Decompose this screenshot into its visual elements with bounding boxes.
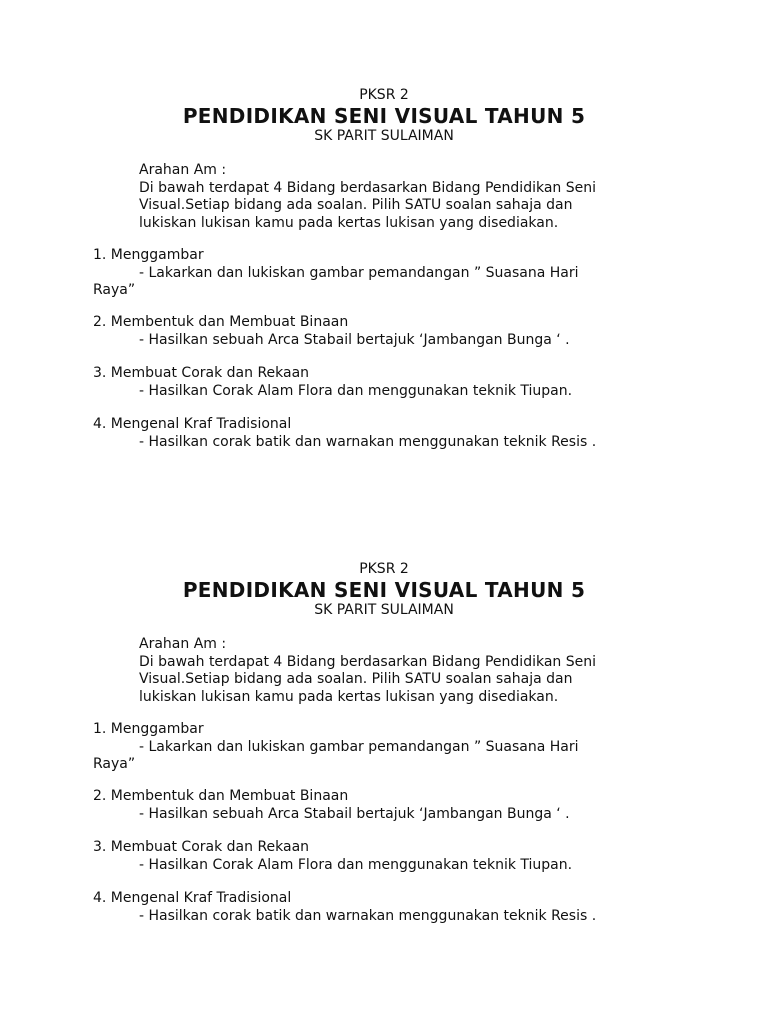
instructions-label: Arahan Am : — [139, 162, 227, 178]
task-description: - Lakarkan dan lukiskan gambar pemandangan ” Suasana Hari — [139, 264, 579, 281]
task-item — [93, 314, 713, 349]
task-description-continued: Raya” — [93, 282, 136, 298]
instructions-line: lukiskan lukisan kamu pada kertas lukisan yang disediakan. — [139, 688, 559, 705]
task-item — [93, 416, 713, 451]
pksr-label: PKSR 2 — [359, 87, 409, 103]
task-description-continued: Raya” — [93, 756, 136, 772]
task-heading: 2. Membentuk dan Membuat Binaan — [93, 788, 349, 804]
page-title: PENDIDIKAN SENI VISUAL TAHUN 5 — [182, 104, 586, 128]
school-name: SK PARIT SULAIMAN — [314, 602, 454, 618]
instructions-line: lukiskan lukisan kamu pada kertas lukisan yang disediakan. — [139, 214, 559, 231]
task-description: - Hasilkan sebuah Arca Stabail bertajuk ‘Jambangan Bunga ‘ . — [139, 331, 570, 348]
task-item — [93, 721, 713, 774]
instructions-line: Visual.Setiap bidang ada soalan. Pilih SATU soalan sahaja dan — [139, 197, 573, 213]
task-heading: 1. Menggambar — [93, 721, 204, 737]
task-heading: 4. Mengenal Kraf Tradisional — [93, 890, 292, 906]
pksr-label: PKSR 2 — [359, 561, 409, 577]
task-description: - Lakarkan dan lukiskan gambar pemandangan ” Suasana Hari — [139, 738, 579, 755]
task-item — [93, 247, 713, 300]
task-heading: 1. Menggambar — [93, 247, 204, 263]
task-item — [93, 890, 713, 925]
instructions-label: Arahan Am : — [139, 636, 227, 652]
instructions-line: Visual.Setiap bidang ada soalan. Pilih SATU soalan sahaja dan — [139, 671, 573, 687]
instructions-line: Di bawah terdapat 4 Bidang berdasarkan Bidang Pendidikan Seni — [139, 179, 596, 196]
task-heading: 3. Membuat Corak dan Rekaan — [93, 839, 310, 855]
task-heading: 4. Mengenal Kraf Tradisional — [93, 416, 292, 432]
task-heading: 3. Membuat Corak dan Rekaan — [93, 365, 310, 381]
task-heading: 2. Membentuk dan Membuat Binaan — [93, 314, 349, 330]
task-description: - Hasilkan Corak Alam Flora dan menggunakan teknik Tiupan. — [139, 382, 573, 399]
task-item — [93, 788, 713, 823]
worksheet-section-1 — [0, 87, 768, 450]
task-item — [93, 839, 713, 874]
general-instructions — [139, 162, 699, 232]
page-title: PENDIDIKAN SENI VISUAL TAHUN 5 — [182, 578, 586, 602]
task-description: - Hasilkan corak batik dan warnakan menggunakan teknik Resis . — [139, 907, 597, 924]
school-name: SK PARIT SULAIMAN — [314, 128, 454, 144]
task-description: - Hasilkan sebuah Arca Stabail bertajuk ‘Jambangan Bunga ‘ . — [139, 805, 570, 822]
task-description: - Hasilkan Corak Alam Flora dan menggunakan teknik Tiupan. — [139, 856, 573, 873]
instructions-line: Di bawah terdapat 4 Bidang berdasarkan Bidang Pendidikan Seni — [139, 653, 596, 670]
task-item — [93, 365, 713, 400]
task-description: - Hasilkan corak batik dan warnakan menggunakan teknik Resis . — [139, 433, 597, 450]
worksheet-section-2 — [0, 561, 768, 924]
general-instructions — [139, 636, 699, 706]
